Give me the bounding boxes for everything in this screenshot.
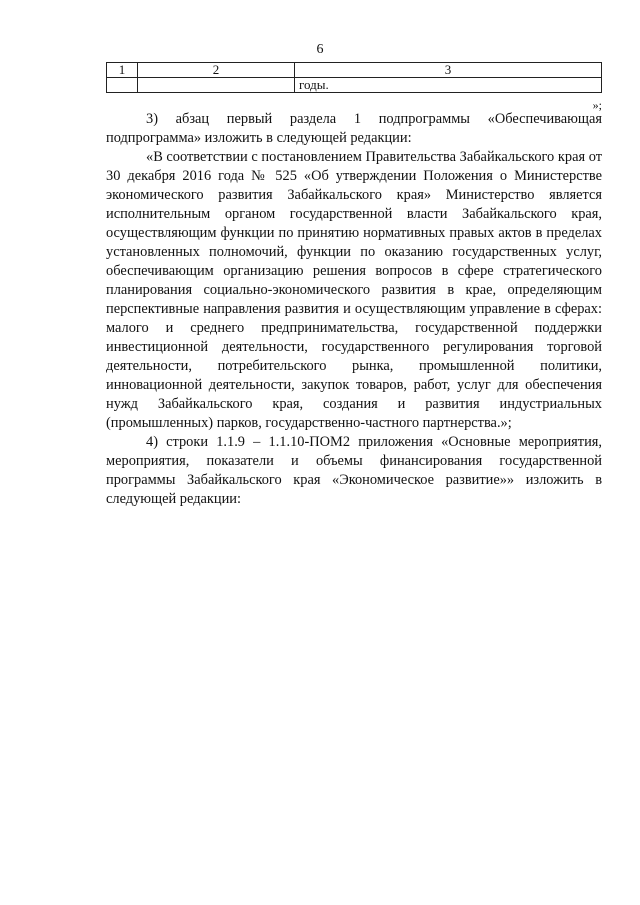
paragraph-item-3: 3) абзац первый раздела 1 подпрограммы «Обеспечивающая подпрограмма» изложить в следующей редакции: [106, 111, 602, 146]
table-cell-1 [107, 78, 138, 93]
table-cell-3: годы. [295, 78, 602, 93]
page-number: 6 [316, 42, 324, 57]
table-header-row [107, 63, 602, 78]
paragraph-quoted-text: «В соответствии с постановлением Правительства Забайкальского края от 30 декабря 2016 года № 525 «Об утверждении Положения о Министерстве экономического развития Забайкальского края» Министерство является исполнительным органом государственной власти Забайкальского края, осуществляющим функции по принятию нормативных правых актов в пределах установленных полномочий, функции по оказанию государственных услуг, обеспечивающим организацию решения вопросов в сфере стратегического планирования социально-экономического развития в крае, определяющим перспективные направления развития и осуществляющим управление в сферах: малого и среднего предпринимательства, государственной поддержки инвестиционной деятельности, государственного регулирования торговой деятельности, потребительского рынка, промышленной политики, инновационной деятельности, закупок товаров, работ, услуг для обеспечения нужд Забайкальского края, создания и развития индустриальных (промышленных) парков, государственно-частного партнерства.»; [106, 149, 602, 431]
table-row [107, 78, 602, 93]
paragraph-item-4: 4) строки 1.1.9 – 1.1.10-ПОМ2 приложения «Основные мероприятия, мероприятия, показатели и объемы финансирования государственной программы Забайкальского края «Экономическое развитие»» изложить в следующей редакции: [106, 434, 602, 507]
table-header-cell-3: 3 [295, 63, 602, 78]
table-header-cell-1: 1 [107, 63, 138, 78]
table-header-cell-2: 2 [138, 63, 295, 78]
table-cell-2 [138, 78, 295, 93]
document-body [106, 110, 602, 509]
closing-quote-mark: »; [592, 98, 602, 112]
continuation-table [106, 62, 602, 93]
